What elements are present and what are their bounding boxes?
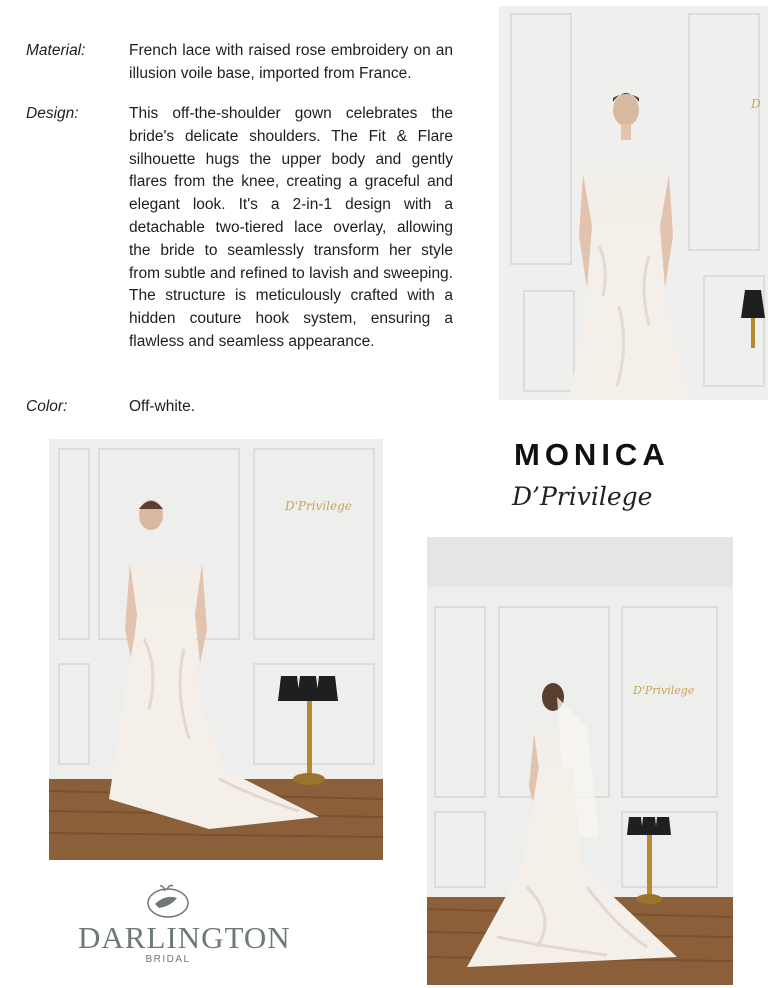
collection-name: D’Privilege — [512, 482, 653, 511]
bird-emblem-icon — [145, 880, 191, 922]
product-name: MONICA — [514, 437, 670, 472]
color-text: Off-white. — [129, 398, 196, 415]
logo-sub: BRIDAL — [145, 954, 191, 965]
svg-text:D: D — [751, 97, 761, 111]
wall-sign-2: D'Privilege — [633, 684, 695, 697]
photo-full-length — [49, 439, 383, 860]
material-text: French lace with raised rose embroidery on an illusion voile base, imported from France. — [129, 42, 453, 82]
color-row — [26, 396, 454, 420]
color-label: Color: — [26, 398, 68, 415]
logo-name: DARLINGTON — [78, 920, 291, 955]
wall-sign: D'Privilege — [285, 499, 352, 513]
material-row — [26, 40, 454, 86]
design-label: Design: — [26, 105, 79, 122]
material-label: Material: — [26, 42, 86, 59]
photo-front-view — [499, 6, 768, 400]
design-text: This off-the-shoulder gown celebrates the bride's delicate shoulders. The Fit & Flare silhouette hugs the upper body and gently flares from the knee, creating a graceful and elegant look. It's a 2-in-1 design with a detachable two-tiered lace overlay, allowing the bride to seamlessly transform her style from subtle and refined to lavish and sweeping. The structure is meticulously crafted with a hidden couture hook system, ensuring a flawless and seamless appearance. — [129, 105, 453, 350]
darlington-bridal-logo — [78, 880, 291, 975]
design-row — [26, 103, 454, 378]
photo-back-view — [427, 537, 733, 985]
